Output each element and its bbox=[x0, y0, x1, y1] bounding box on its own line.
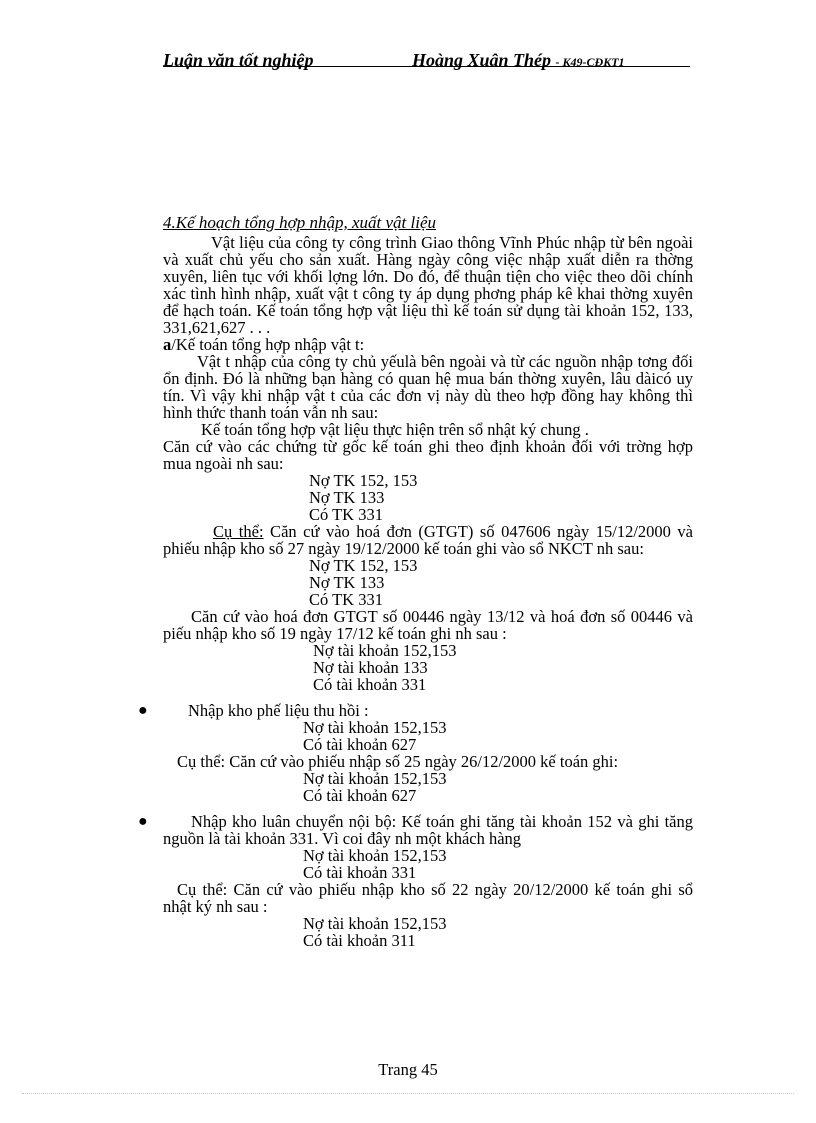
journal-entry-line: Có tài khoản 331 bbox=[303, 863, 417, 882]
header-author-name: Hoàng Xuân Thép bbox=[412, 50, 552, 70]
bullet-dot-icon: ● bbox=[138, 702, 148, 719]
header-thesis-title: Luận văn tốt nghiệp bbox=[163, 50, 314, 70]
bullet-scrap-text: Nhập kho phế liệu thu hồi : bbox=[188, 701, 369, 720]
journal-entry-line: Có tài khoản 331 bbox=[313, 675, 427, 694]
page-bottom-rule bbox=[22, 1093, 794, 1094]
subsection-a-title: /Kế toán tổng hợp nhập vật t: bbox=[171, 335, 365, 354]
example-label: Cụ thể: bbox=[213, 522, 264, 541]
section-title: 4.Kế hoạch tổng hợp nhập, xuất vật liệu bbox=[163, 213, 437, 232]
example-paragraph bbox=[163, 523, 693, 557]
journal-entry-line: Nợ tài khoản 152,153 bbox=[313, 641, 457, 660]
journal-entry-line: Nợ tài khoản 133 bbox=[313, 658, 428, 677]
paragraph-journal: Kế toán tổng hợp vật liệu thực hiện trên sổ nhật ký chung . bbox=[201, 420, 589, 439]
journal-entry-line: Nợ TK 152, 153 bbox=[309, 556, 418, 575]
paragraph-suppliers: Vật t nhập của công ty chủ yếulà bên ngoài và từ các nguồn nhập tơng đối ổn định. Đó là những bạn hàng có quan hệ mua bán thờng xuyên, lâu dàicó uy tín. Vì vậy khi nhập vật t của các đơn vị này dù theo hợp đồng hay không thì hình thức thanh toán vẫn nh sau: bbox=[163, 352, 693, 422]
bullet-item-scrap bbox=[138, 701, 693, 720]
journal-entry-line: Có tài khoản 311 bbox=[303, 931, 416, 950]
header-class-code: - K49-CĐKT1 bbox=[555, 55, 625, 69]
bullet-item-internal bbox=[138, 812, 693, 848]
subsection-a-letter: a bbox=[163, 335, 172, 354]
journal-entry-line: Nợ tài khoản 152,153 bbox=[303, 718, 447, 737]
journal-entry-line: Nợ tài khoản 152,153 bbox=[303, 846, 447, 865]
journal-entry-line: Có tài khoản 627 bbox=[303, 786, 417, 805]
journal-entry-line: Có TK 331 bbox=[309, 590, 383, 609]
header-author bbox=[412, 50, 625, 72]
journal-entry-line: Nợ tài khoản 152,153 bbox=[303, 769, 447, 788]
journal-entry-line: Có tài khoản 627 bbox=[303, 735, 417, 754]
journal-entry-line: Có TK 331 bbox=[309, 505, 383, 524]
page-number: Trang 45 bbox=[378, 1060, 438, 1079]
bullet-internal-example: Cụ thể: Căn cứ vào phiếu nhập kho số 22 ngày 20/12/2000 kế toán ghi sổ nhật ký nh sau : bbox=[163, 880, 693, 916]
journal-entry-line: Nợ tài khoản 152,153 bbox=[303, 914, 447, 933]
header-rule bbox=[163, 66, 690, 67]
document-body bbox=[138, 213, 694, 950]
journal-entry-line: Nợ TK 133 bbox=[309, 488, 385, 507]
intro-paragraph: Vật liệu của công ty công trình Giao thông Vĩnh Phúc nhập từ bên ngoài và xuất chủ yếu cho sản xuất. Hàng ngày công việc nhập xuất diễn ra thờng xuyên, liên tục với khối lợng lớn. Do đó, để thuận tiện cho việc theo dõi chính xác tình hình nhập, xuất vật t công ty áp dụng phơng pháp kê khai thờng xuyên để hạch toán. Kế toán tổng hợp vật liệu thì kế toán sử dụng tài khoản 152, 133, 331,621,627 . . . bbox=[163, 233, 693, 337]
bullet-internal-text: Nhập kho luân chuyển nội bộ: Kế toán ghi tăng tài khoản 152 và ghi tăng nguồn là tài khoản 331. Vì coi đây nh một khách hàng bbox=[163, 812, 693, 848]
example-text: Căn cứ vào hoá đơn (GTGT) số 047606 ngày 15/12/2000 và phiếu nhập kho số 27 ngày 19/12/2000 kế toán ghi vào sổ NKCT nh sau: bbox=[163, 522, 694, 558]
paragraph-source-docs: Căn cứ vào các chứng từ gốc kế toán ghi theo định khoản đối với trờng hợp mua ngoài nh sau: bbox=[163, 437, 693, 473]
subsection-a-heading bbox=[163, 336, 693, 353]
bullet-scrap-example: Cụ thể: Căn cứ vào phiếu nhập số 25 ngày 26/12/2000 kế toán ghi: bbox=[177, 752, 619, 771]
journal-entry-line: Nợ TK 152, 153 bbox=[309, 471, 418, 490]
paragraph-invoice: Căn cứ vào hoá đơn GTGT số 00446 ngày 13/12 và hoá đơn số 00446 và piếu nhập kho số 19 ngày 17/12 kế toán ghi nh sau : bbox=[163, 607, 693, 643]
bullet-dot-icon: ● bbox=[138, 813, 148, 830]
journal-entry-line: Nợ TK 133 bbox=[309, 573, 385, 592]
